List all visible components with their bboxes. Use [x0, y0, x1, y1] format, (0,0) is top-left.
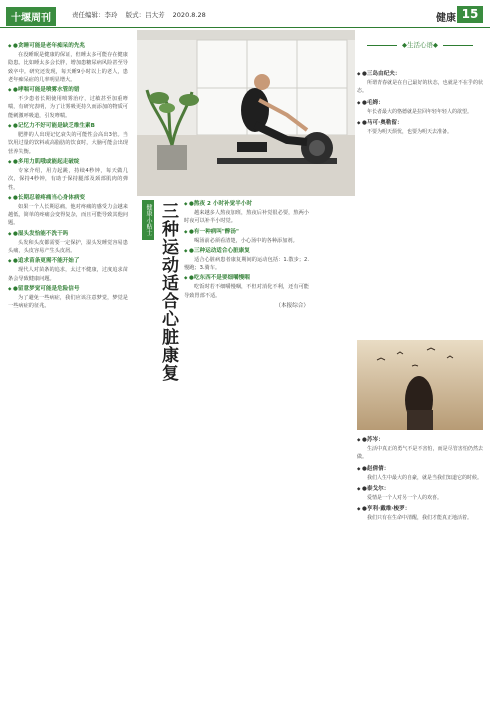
girl-photo: [357, 340, 483, 430]
quote-item: [357, 505, 483, 522]
quote-text: 爱情是一个人对另一个人的欢喜。: [367, 494, 443, 501]
girl-illustration: [357, 340, 483, 430]
category-badge: 健康·小贴士: [142, 200, 154, 240]
item-title: ◆ ●三种运动适合心脏康复: [184, 247, 309, 256]
designer-credit: 版式：吕大芳: [125, 11, 165, 19]
end-note: （本报综合）: [275, 303, 309, 310]
list-item: [8, 194, 128, 228]
item-title: ◆ ●有一种病叫"醉汤": [184, 228, 309, 237]
quote-item: [357, 436, 483, 462]
list-item: [8, 42, 128, 84]
quote-author: ◆ ●亨利·戴维·梭罗：: [357, 505, 483, 514]
quote-author: ◆ ●赵倩倩：: [357, 465, 483, 474]
quote-author: ◆ ●毛姆：: [357, 99, 483, 108]
item-title: ◆ ●多用力肌哦或能起走破绽: [8, 158, 128, 167]
quote-text: 不要为明天烦忧，也要为明天去准备。: [367, 128, 453, 135]
quote-text: 我们只有在生命中清醒，我们才能真正地活着。: [367, 515, 473, 522]
rowing-photo: [137, 30, 355, 196]
item-body: 如果一个人长期忍痛，他对疼痛的感受力会越来越低，简单的疼痛会变得复杂，而且可能导致其他问题。: [8, 203, 128, 227]
list-item: [184, 247, 309, 273]
item-body: 专家介绍，用力起跳，持续4秒钟，每天做几次，保持4秒钟，有助于保持腿部及颈部肌肉的弹性。: [8, 167, 128, 191]
headline-box: [134, 200, 182, 620]
left-column: [8, 42, 128, 313]
list-item: [8, 158, 128, 192]
item-title: ◆ ●贪睡可能是老年痴呆的先兆: [8, 42, 128, 51]
item-body: 适合心脏病患者康复期间的运动包括：1.散步；2.慢跑；3.骑车。: [184, 256, 309, 272]
issue-date: 2020.8.28: [172, 11, 206, 19]
middle-column: [184, 200, 309, 310]
right-column: [357, 70, 483, 139]
list-item: [8, 285, 128, 311]
quote-author: ◆ ●苏岑：: [357, 436, 483, 445]
quote-item: [357, 70, 483, 96]
list-item: [8, 230, 128, 256]
section-title-text: ◆生活心语◆: [402, 41, 438, 49]
section-name: 健康: [436, 13, 456, 24]
item-body: 越来越多人熬夜加班，熬夜后补觉很必要，熬两小时夜可以补半小时觉。: [184, 210, 309, 225]
item-title: ◆ ●追求苗条更需不能开始了: [8, 257, 128, 266]
item-title: ◆ ●湿头发恰能不洗干吗: [8, 230, 128, 239]
item-body: 肥胖的人出现记忆衰失的可能性会高出3倍。当饮用过量的饮料或高脂肪的饮食时，大脑可能会出现营养失衡。: [8, 132, 128, 155]
item-body: 在没睡眠是健康的保证，但睡太多可能存在健康隐患。比如睡太多会长胖，增加患糖尿病风险甚至导致卒中。研究还发现，每天睡9小时以上的老人，患老年痴呆症的几率明显增大。: [8, 52, 128, 83]
quote-item: [357, 119, 483, 136]
item-title: ◆ ●留意梦觉可能是危险信号: [8, 285, 128, 294]
divider: [367, 45, 397, 46]
item-title: ◆ ●哮喘可能是喷雾水管的错: [8, 86, 128, 95]
quote-author: ◆ ●三岛由纪夫：: [357, 70, 483, 79]
list-item: [8, 122, 128, 156]
item-title: ◆ ●吃东西不是要细嚼慢咽: [184, 274, 309, 283]
page-header: [0, 0, 490, 28]
divider: [443, 45, 473, 46]
item-body: 喝汤前必须看清楚，小心汤中的各种添加剂。: [194, 237, 298, 244]
right-section-title: [357, 40, 483, 49]
quote-text: 所谓青春就是在自己最好的状态，也就是不在乎的状态。: [357, 80, 483, 95]
list-item: [8, 257, 128, 283]
list-item: [184, 200, 309, 226]
list-item: [184, 228, 309, 245]
page-number: 15: [457, 6, 483, 23]
quote-text: 生活中真正的勇气不是不害怕，而是尽管害怕仍然去做。: [357, 446, 483, 461]
rowing-illustration: [137, 30, 355, 196]
quote-author: ◆ ●马可·奥勒留：: [357, 119, 483, 128]
item-body: 不少患者长期使用喷雾治疗，过敏甚至加重哮喘，有研究表明，为了让雾吸更持久而添加的物质可能刺激呼吸道，引发哮喘。: [8, 96, 128, 119]
item-body: 现代人对苗条的追求，太过不健康，过度追求苗条会导致健康问题。: [8, 267, 128, 282]
quote-text: 我们人生中最大的自豪，就是当我们知道它的时候。: [367, 474, 483, 481]
item-body: 头发和头皮都需要一定保护，湿头发睡觉容易患头痛，头皮容易产生头皮屑。: [8, 239, 128, 255]
list-item: [184, 274, 309, 300]
masthead: 十堰周刊: [6, 7, 56, 26]
quote-item: [357, 465, 483, 482]
editor-credit: 责任编辑：李玲: [72, 11, 118, 19]
quote-item: [357, 485, 483, 502]
item-body: 为了避免一些病症，我们应该注意梦觉，梦觉是一些病症的征兆。: [8, 294, 128, 310]
item-body: 吃饭时若不细嚼慢咽，不但对消化不利，还有可能导致胃部不适。: [184, 284, 309, 299]
item-title: ◆ ●记忆力不好可能是缺乏维生素B: [8, 122, 128, 131]
right-column-lower: [357, 436, 483, 525]
header-meta: [72, 10, 212, 19]
main-headline: 三种运动适合心脏康复: [158, 202, 178, 382]
item-title: ◆ ●熬夜 2 小时补觉半小时: [184, 200, 309, 209]
quote-author: ◆ ●泰戈尔：: [357, 485, 483, 494]
list-item: [8, 86, 128, 120]
item-title: ◆ ●长期忍着疼痛当心身体病变: [8, 194, 128, 203]
quote-item: [357, 99, 483, 116]
quote-text: 年长者最大的恪德就是拉回年轻年轻人的欲望。: [367, 108, 473, 115]
